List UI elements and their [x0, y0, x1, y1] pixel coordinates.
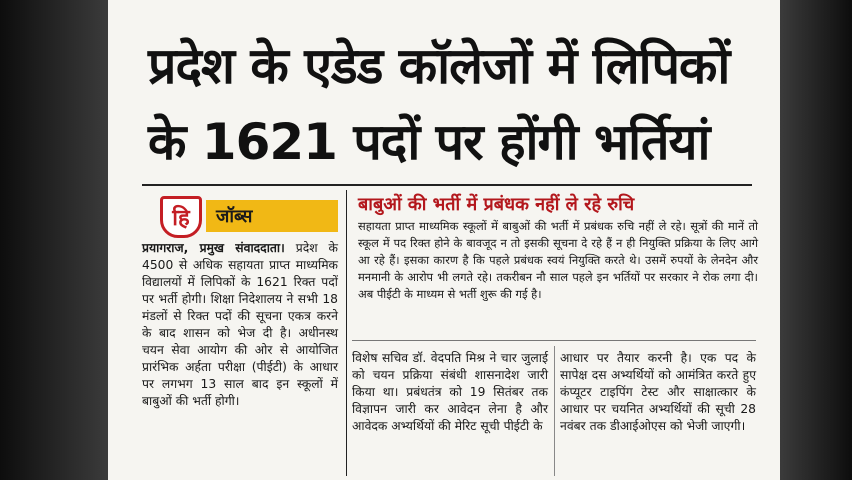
column-3-text: आधार पर तैयार करनी है। एक पद के सापेक्ष दस अभ्यर्थियों को आमंत्रित करते हुए कंप्यूटर टाइपिंग टेस्ट और साक्षात्कार के आधार पर चयनित अभ्यर्थियों की सूची 28 नवंबर तक डीआईओएस को भेजी जाएगी। [560, 351, 756, 433]
column-divider-2 [554, 346, 555, 476]
subheadline: बाबुओं की भर्ती में प्रबंधक नहीं ले रहे रुचि [358, 194, 635, 215]
sub-story-body: सहायता प्राप्त माध्यमिक स्कूलों में बाबुओं की भर्ती में प्रबंधक रुचि नहीं ले रहे। सूत्रों की मानें तो स्कूल में पद रिक्त होने के बावजूद न तो इसकी सूचना दे रहे हैं न ही नियुक्ति प्रक्रिया के लिए आगे आ रहे हैं। इसका कारण है कि पहले प्रबंधक स्वयं नियुक्ति करते थे। उसमें रुपयों के लेनदेन और मनमानी के आरोप भी लगते रहे। तकरीबन नौ साल पहले इन भर्तियों पर सरकार ने रोक लगा दी। अब पीईटी के माध्यम से भर्ती शुरू की गई है। [358, 219, 758, 301]
body-column-1 [142, 240, 338, 410]
headline-line-1: प्रदेश के एडेड कॉलेजों में लिपिकों [148, 37, 730, 95]
photo-frame-left [0, 0, 108, 480]
column-2-text: विशेष सचिव डॉ. वेदपति मिश्र ने चार जुलाई को चयन प्रक्रिया संबंधी शासनादेश जारी किया था। प्रबंधतंत्र को 19 सितंबर तक विज्ञापन जारी कर आवेदन लेना है और आवेदक अभ्यर्थियों की मेरिट सूची पीईटी के [352, 351, 548, 433]
headline-rule [142, 184, 752, 186]
section-label: जॉब्स [216, 206, 253, 227]
sub-story-rule [352, 340, 756, 341]
photo-frame-right [780, 0, 852, 480]
column-1-text: प्रदेश के 4500 से अधिक सहायता प्राप्त माध्यमिक विद्यालयों में लिपिकों के 1621 रिक्त पदों पर भर्ती होगी। शिक्षा निदेशालय ने सभी 18 मंडलों से रिक्त पदों की सूचना एकत्र करने के बाद शासन को भेज दी है। अधीनस्थ चयन सेवा आयोग की ओर से आयोजित प्रारंभिक अर्हता परीक्षा (पीईटी) के आधार पर लगभग 13 साल बाद इन स्कूलों में बाबुओं की भर्ती होगी। [142, 241, 338, 408]
byline: प्रयागराज, प्रमुख संवाददाता। [142, 241, 285, 255]
body-column-3 [560, 350, 756, 435]
section-label-bar [206, 200, 338, 232]
headline-line-2: के 1621 पदों पर होंगी भर्तियां [148, 113, 710, 171]
body-column-2 [352, 350, 548, 435]
column-divider-1 [346, 190, 347, 476]
sub-story-text [358, 218, 758, 303]
newspaper-clipping [108, 0, 780, 480]
logo-letter: हि [172, 206, 190, 231]
hindustan-logo-icon [160, 196, 202, 238]
